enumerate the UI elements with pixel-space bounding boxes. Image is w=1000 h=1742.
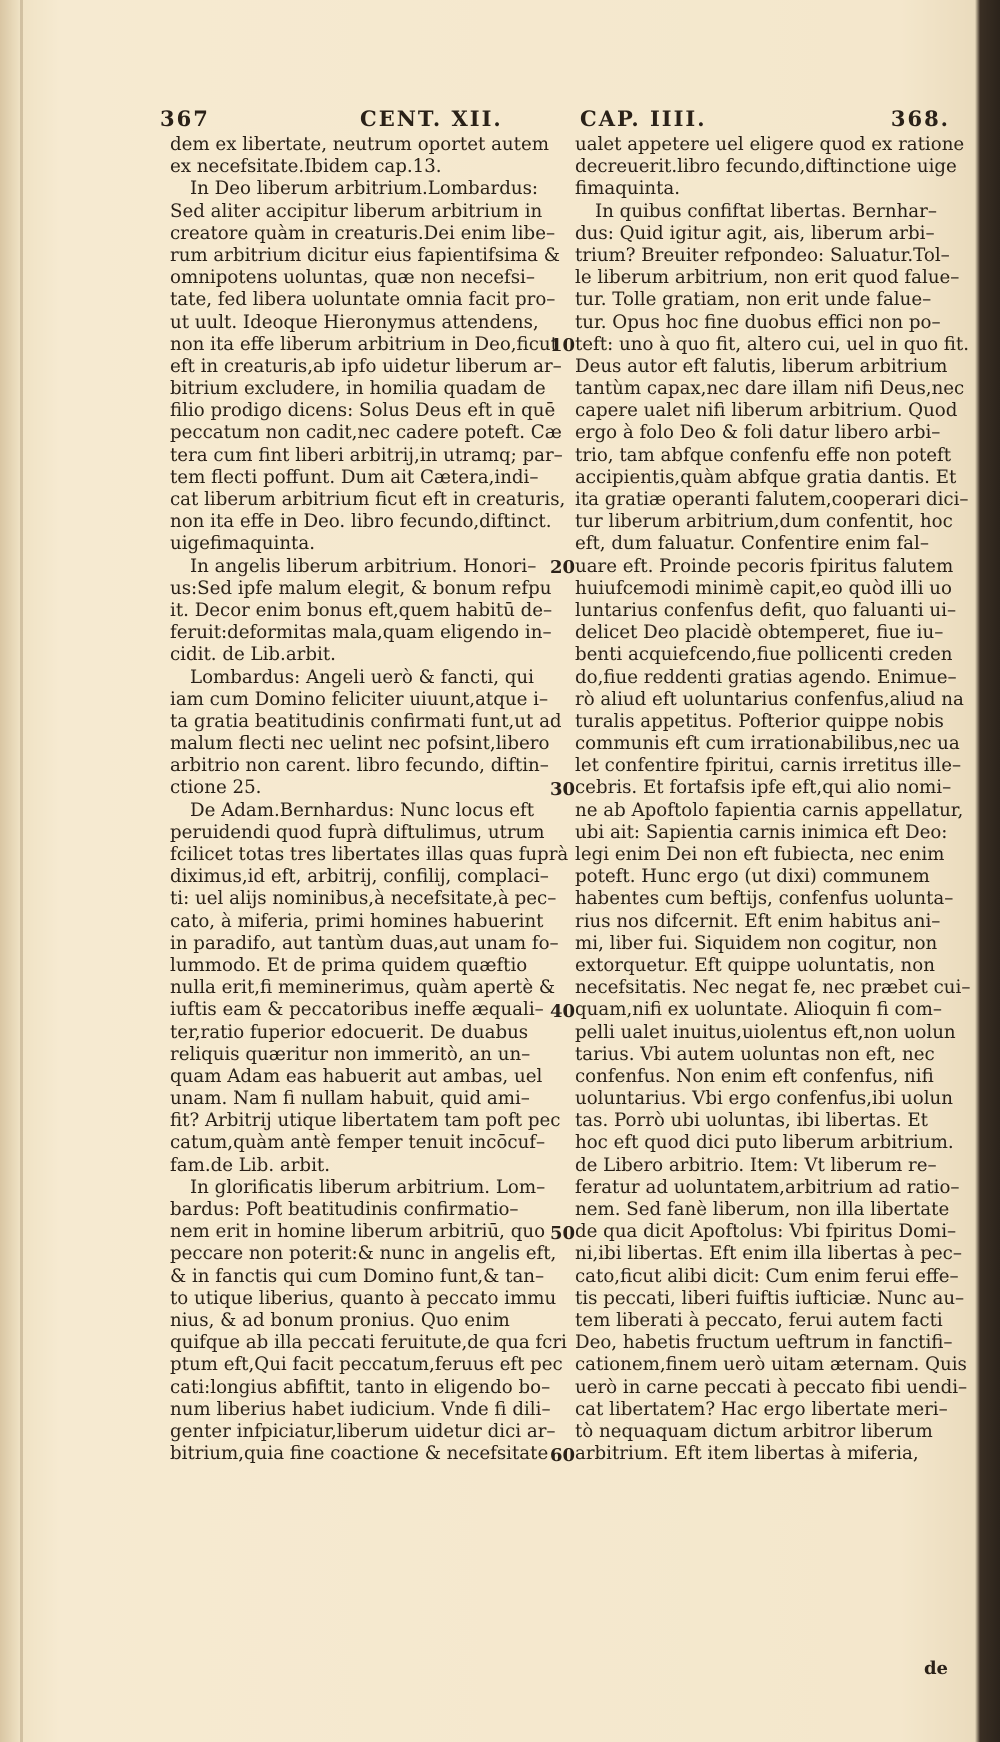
line-number: 50 xyxy=(550,1222,576,1244)
text-line: quifque ab illa peccati feruitute,de qua fcri xyxy=(170,1332,567,1354)
text-line: ualet appetere uel eligere quod ex ratione xyxy=(575,134,965,155)
text-line: cat libertatem? Hac ergo libertate meri– xyxy=(575,1398,948,1420)
line-number: 10 xyxy=(550,334,576,356)
text-line: in paradifo, aut tantùm duas,aut unam fo– xyxy=(170,932,559,954)
text-line: tas. Porrò ubi uoluntas, ibi libertas. Et xyxy=(575,1110,928,1132)
text-line: de qua dicit Apoftolus: Vbi fpiritus Domi– xyxy=(575,1221,957,1243)
text-line: ut uult. Ideoque Hieronymus attendens, xyxy=(170,311,539,333)
text-line: unam. Nam fi nullam habuit, quid ami– xyxy=(170,1088,530,1110)
text-line: huiufcemodi minimè capit,eo quòd illi uo xyxy=(575,577,952,599)
header-title-left: CENT. XII. xyxy=(360,106,503,131)
text-line: benti acquiefcendo,fiue pollicenti creden xyxy=(575,644,953,666)
text-line: eft, dum faluatur. Confentire enim fal– xyxy=(575,533,929,555)
text-line: feratur ad uoluntatem,arbitrium ad ratio– xyxy=(575,1176,960,1198)
right-column xyxy=(575,134,971,1465)
text-line: In Deo liberum arbitrium.Lombardus: xyxy=(190,178,539,200)
text-line: rius nos difcernit. Eft enim habitus ani– xyxy=(575,910,941,932)
text-line: cebris. Et fortafsis ipfe eft,qui alio nomi– xyxy=(575,777,952,799)
text-line: mi, liber fui. Siquidem non cogitur, non xyxy=(575,932,938,954)
text-line: non ita effe liberum arbitrium in Deo,ficut xyxy=(170,333,558,355)
text-line: ubi ait: Sapientia carnis inimica eft Deo: xyxy=(575,821,948,843)
text-line: diximus,id eft, arbitrij, confilij, complaci– xyxy=(170,866,549,888)
text-line: In glorificatis liberum arbitrium. Lom– xyxy=(190,1176,546,1198)
text-line: cationem,finem uerò uitam æternam. Quis xyxy=(575,1354,967,1376)
line-number: 60 xyxy=(550,1444,576,1466)
text-line: tis peccati, liberi fuiftis iufticiæ. Nunc au– xyxy=(575,1287,965,1309)
text-line: rum arbitrium dicitur eius fapientifsima & xyxy=(170,244,560,266)
text-line: cati:longius abfiftit, tanto in eligendo bo– xyxy=(170,1376,551,1398)
text-line: extorquetur. Eft quippe uoluntatis, non xyxy=(575,954,935,976)
header-title-right: CAP. IIII. xyxy=(580,106,707,131)
text-line: feruit:deformitas mala,quam eligendo in– xyxy=(170,622,552,644)
text-line: tò nequaquam dictum arbitror liberum xyxy=(575,1420,933,1442)
text-line: decreuerit.libro fecundo,diftinctione uige xyxy=(575,156,957,178)
text-line: dus: Quid igitur agit, ais, liberum arbi– xyxy=(575,222,935,244)
text-line: tarius. Vbi autem uoluntas non eft, nec xyxy=(575,1043,935,1065)
line-number: 20 xyxy=(550,556,576,578)
text-line: pelli ualet inuitus,uiolentus eft,non uolun xyxy=(575,1021,956,1043)
text-line: ta gratia beatitudinis confirmati funt,ut ad xyxy=(170,710,562,732)
text-line: ni,ibi libertas. Eft enim illa libertas à pec– xyxy=(575,1243,962,1265)
text-line: nulla erit,fi meminerimus, quàm apertè & xyxy=(170,977,556,999)
text-line: quam Adam eas habuerit aut ambas, uel xyxy=(170,1065,543,1087)
text-line: confenfus. Non enim eft confenfus, nifi xyxy=(575,1065,934,1087)
text-line: fimaquinta. xyxy=(575,178,681,200)
text-line: ti: uel alijs nominibus,à necefsitate,à pec– xyxy=(170,888,557,910)
text-line: ita gratiæ operanti falutem,cooperari dici– xyxy=(575,489,969,510)
text-line: cato,ficut alibi dicit: Cum enim ferui effe– xyxy=(575,1265,959,1287)
text-line: de Libero arbitrio. Item: Vt liberum re– xyxy=(575,1154,937,1176)
text-line: hoc eft quod dici puto liberum arbitrium. xyxy=(575,1132,954,1154)
text-line: tantùm capax,nec dare illam nifi Deus,nec xyxy=(575,378,965,400)
text-line: catum,quàm antè femper tenuit incōcuf– xyxy=(170,1132,546,1154)
text-line: fcilicet totas tres libertates illas quas fuprà xyxy=(170,844,569,865)
text-line: Deus autor eft falutis, liberum arbitrium xyxy=(575,355,948,377)
gutter-shadow xyxy=(20,0,23,1742)
text-line: lummodo. Et de prima quidem quæftio xyxy=(170,954,528,976)
text-line: let confentire fpiritui, carnis irretitus ille– xyxy=(575,755,962,777)
text-line: poteft. Hunc ergo (ut dixi) communem xyxy=(575,866,930,888)
text-line: peccare non poterit:& nunc in angelis eft, xyxy=(170,1243,557,1265)
text-line: genter infpiciatur,liberum uidetur dici ar– xyxy=(170,1420,556,1442)
text-line: fam.de Lib. arbit. xyxy=(170,1154,330,1176)
text-line: uoluntarius. Vbi ergo confenfus,ibi uolun xyxy=(575,1088,953,1110)
text-line: ptum eft,Qui facit peccatum,feruus eft pec xyxy=(170,1354,563,1376)
text-line: Lombardus: Angeli uerò & fancti, qui xyxy=(190,666,534,688)
text-line: ne ab Apoftolo fapientia carnis appellatur, xyxy=(575,799,964,821)
text-line: creatore quàm in creaturis.Dei enim libe– xyxy=(170,222,556,244)
page-number-right: 368. xyxy=(890,106,950,131)
text-line: ter,ratio fuperior edocuerit. De duabus xyxy=(170,1021,529,1043)
text-line: De Adam.Bernhardus: Nunc locus eft xyxy=(190,799,535,821)
text-line: reliquis quæritur non immeritò, an un– xyxy=(170,1043,531,1065)
page-number-left: 367 xyxy=(160,106,210,131)
text-line: tera cum fint liberi arbitrij,in utramq; par– xyxy=(170,444,563,466)
text-line: trium? Breuiter refpondeo: Saluatur.Tol– xyxy=(575,244,950,266)
text-line: Deo, habetis fructum ueftrum in fanctifi– xyxy=(575,1332,953,1354)
text-line: luntarius confenfus defit, quo faluanti ui– xyxy=(575,599,957,621)
text-line: uerò in carne peccati à peccato fibi uendi– xyxy=(575,1376,968,1398)
text-line: teft: uno à quo fit, altero cui, uel in quo fit. xyxy=(575,333,970,355)
text-line: habentes cum beftijs, confenfus uolunta– xyxy=(575,888,954,910)
text-line: malum flecti nec uelint nec pofsint,libero xyxy=(170,733,550,755)
text-line: cat liberum arbitrium ficut eft in creaturis, xyxy=(170,489,566,510)
text-line: bitrium excludere, in homilia quadam de xyxy=(170,378,546,400)
text-line: trio, tam abfque confenfu effe non poteft xyxy=(575,444,952,466)
text-line: tem flecti poffunt. Dum ait Cætera,indi– xyxy=(170,466,539,488)
text-line: ergo à folo Deo & foli datur libero arbi– xyxy=(575,422,941,444)
text-line: turalis appetitus. Pofterior quippe nobis xyxy=(575,710,944,732)
text-line: nem erit in homine liberum arbitriū, quo xyxy=(170,1221,546,1243)
line-number: 40 xyxy=(550,1000,576,1022)
text-line: uare eft. Proinde pecoris fpiritus falutem xyxy=(575,555,954,577)
text-line: it. Decor enim bonus eft,quem habitū de– xyxy=(170,599,553,621)
text-line: iam cum Domino feliciter uiuunt,atque i– xyxy=(170,688,549,710)
text-line: quam,nifi ex uoluntate. Alioquin fi com– xyxy=(575,999,942,1021)
text-line: omnipotens uoluntas, quæ non necefsi– xyxy=(170,267,535,289)
text-line: cidit. de Lib.arbit. xyxy=(170,644,336,666)
line-number: 30 xyxy=(550,778,576,800)
text-line: do,fiue reddenti gratias agendo. Enimue– xyxy=(575,666,957,688)
text-line: fit? Arbitrij utique libertatem tam poft pec xyxy=(170,1110,561,1132)
text-line: necefsitatis. Nec negat fe, nec præbet cui– xyxy=(575,977,971,999)
text-line: tem liberati à peccato, ferui autem facti xyxy=(575,1309,943,1331)
text-line: In quibus confiftat libertas. Bernhar– xyxy=(595,200,937,222)
text-line: capere ualet nifi liberum arbitrium. Quod xyxy=(575,400,958,422)
text-line: tur. Opus hoc fine duobus effici non po– xyxy=(575,311,941,333)
text-line: communis eft cum irrationabilibus,nec ua xyxy=(575,733,960,755)
text-line: nius, & ad bonum pronius. Quo enim xyxy=(170,1309,510,1331)
text-line: Sed aliter accipitur liberum arbitrium in xyxy=(170,200,543,222)
text-line: In angelis liberum arbitrium. Honori– xyxy=(190,555,537,577)
text-line: tur. Tolle gratiam, non erit unde falue– xyxy=(575,289,932,311)
text-line: non ita effe in Deo. libro fecundo,diftinct. xyxy=(170,511,552,533)
text-line: us:Sed ipfe malum elegit, & bonum refpu xyxy=(170,577,552,599)
text-line: iuftis eam & peccatoribus ineffe æquali– xyxy=(170,999,544,1021)
text-line: arbitrium. Eft item libertas à miferia, xyxy=(575,1443,919,1465)
text-line: rò aliud eft uoluntarius confenfus,aliud na xyxy=(575,688,964,710)
text-line: le liberum arbitrium, non erit quod falue– xyxy=(575,267,960,289)
text-line: arbitrio non carent. libro fecundo, diftin– xyxy=(170,755,549,777)
text-line: legi enim Dei non eft fubiecta, nec enim xyxy=(575,844,945,865)
text-line: bitrium,quia fine coactione & necefsitate xyxy=(170,1443,549,1465)
text-line: num liberius habet iudicium. Vnde fi dili– xyxy=(170,1398,551,1420)
text-line: uigefimaquinta. xyxy=(170,533,315,555)
text-line: ex necefsitate.Ibidem cap.13. xyxy=(170,156,442,178)
text-line: dem ex libertate, neutrum oportet autem xyxy=(170,134,549,155)
text-line: ctione 25. xyxy=(170,777,262,799)
text-line: cato, à miferia, primi homines habuerint xyxy=(170,910,544,932)
text-line: to utique liberius, quanto à peccato immu xyxy=(170,1287,557,1309)
text-line: peruidendi quod fuprà diftulimus, utrum xyxy=(170,821,545,843)
text-line: bardus: Poft beatitudinis confirmatio– xyxy=(170,1199,519,1220)
text-line: & in fanctis qui cum Domino funt,& tan– xyxy=(170,1265,545,1287)
text-line: peccatum non cadit,nec cadere poteft. Cæ xyxy=(170,422,562,444)
text-line: filio prodigo dicens: Solus Deus eft in quē xyxy=(170,400,556,422)
text-line: nem. Sed fanè liberum, non illa libertate xyxy=(575,1199,950,1220)
text-line: tur liberum arbitrium,dum confentit, hoc xyxy=(575,511,953,533)
text-line: tate, fed libera uoluntate omnia facit pro– xyxy=(170,289,556,311)
text-line: delicet Deo placidè obtemperet, fiue iu– xyxy=(575,622,944,644)
running-header xyxy=(160,106,950,134)
text-line: eft in creaturis,ab ipfo uidetur liberum ar– xyxy=(170,355,562,377)
catchword: de xyxy=(923,1658,948,1679)
text-line: accipientis,quàm abfque gratia dantis. Et xyxy=(575,466,957,488)
